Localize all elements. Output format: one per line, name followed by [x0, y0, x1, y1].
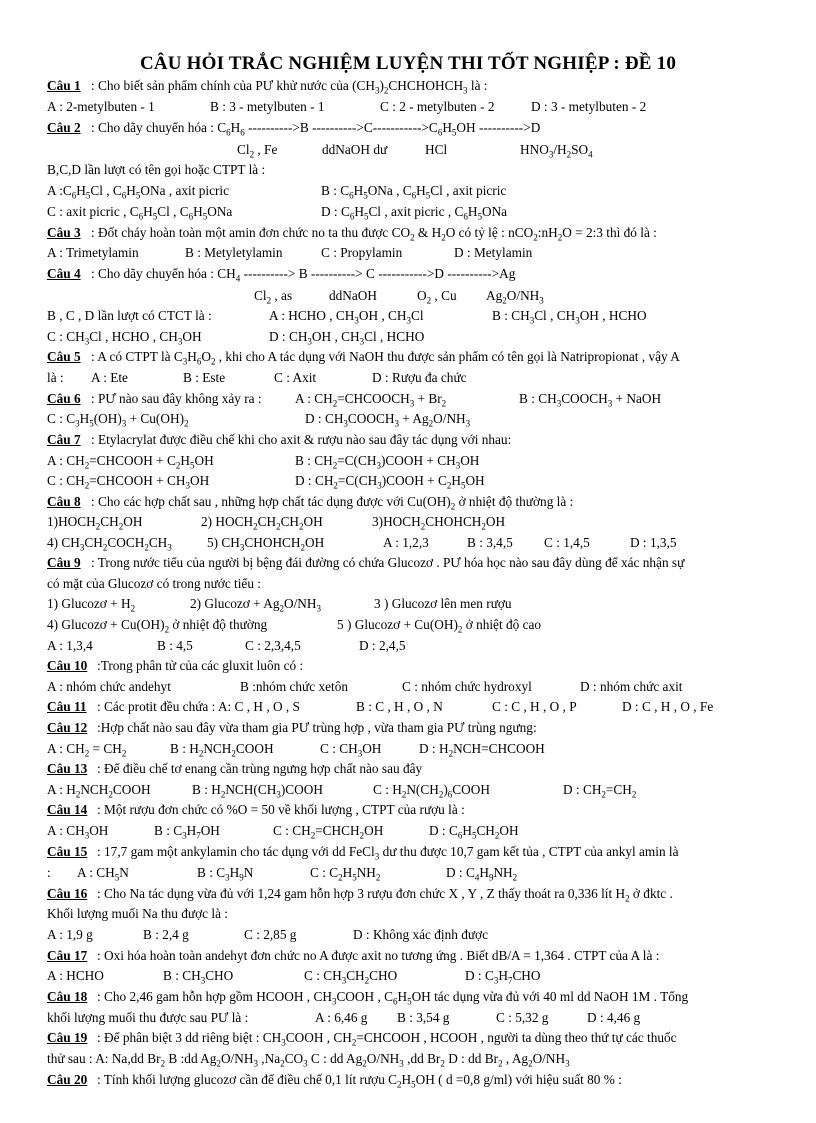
question-number: Câu 18 — [47, 989, 88, 1004]
line-text: A : $H_2NCH_2COOH$ — [47, 782, 151, 800]
question-number: Câu 12 — [47, 720, 88, 735]
question-number: Câu 14 — [47, 802, 88, 817]
line-text: : Etylacrylat được điều chế khi cho axit & rượu nào sau đây tác dụng với nhau: — [91, 432, 512, 447]
line-text: có mặt của Glucozơ có trong nước tiểu : — [47, 576, 262, 591]
line-text: D : nhóm chức axit — [580, 679, 683, 694]
line-text: C : $CH_2=CHCOOH + CH_3OH$ — [47, 473, 210, 491]
line-text: : — [47, 865, 51, 880]
question-number: Câu 8 — [47, 494, 81, 509]
line-text: C : axit picric , $C_6H_5Cl$ , $C_6H_5ONa$ — [47, 204, 233, 222]
line-text: C : 1,4,5 — [544, 535, 590, 550]
line-text: 5) $CH_3CHOHCH_2OH$ — [207, 535, 325, 553]
line-text: B : 2,4 g — [143, 927, 189, 942]
line-text: B : $C_3H_9N$ — [197, 865, 254, 883]
line-text: B , C , D lần lượt có CTCT là : — [47, 308, 212, 323]
question-number: Câu 11 — [47, 699, 87, 714]
line-text: C : $C_2H_5NH_2$ — [310, 865, 381, 883]
line-text: D : $CH_3COOCH_3 + Ag_2O/NH_3$ — [305, 411, 471, 429]
line-text: 4) Glucozơ + $Cu(OH)_2$ ở nhiệt độ thường — [47, 617, 268, 635]
line-text: : Một rượu đơn chức có %O = 50 về khối lượng , CTPT của rượu là : — [97, 802, 465, 817]
line-text: C : 5,32 g — [496, 1010, 549, 1025]
line-text: A : $CH_2=CHCOOH + C_2H_5OH$ — [47, 453, 214, 471]
line-text: $3)HOCH_2CHOHCH_2OH$ — [372, 514, 506, 532]
question-number: Câu 2 — [47, 120, 81, 135]
line-text: A : nhóm chức andehyt — [47, 679, 171, 694]
line-text: D : $C_6H_5CH_2OH$ — [429, 823, 519, 841]
line-text: D : C , H , O , Fe — [622, 699, 714, 714]
question-number: Câu 6 — [47, 391, 81, 406]
line-text: A : HCHO — [47, 968, 104, 983]
line-text: 2) $HOCH_2CH_2CH_2OH$ — [201, 514, 323, 532]
line-text: C : $CH_3CH_2CHO$ — [304, 968, 398, 986]
line-text: B :nhóm chức xetôn — [240, 679, 349, 694]
line-text: : A có CTPT là $C_3H_6O_2$ , khi cho A tác dụng với NaOH thu được sản phẩm có tên gọi là Natripropionat , vậy A — [91, 349, 680, 367]
line-text: A : Trimetylamin — [47, 245, 139, 260]
line-text: D : 4,46 g — [587, 1010, 641, 1025]
line-text: A : 6,46 g — [315, 1010, 368, 1025]
line-text: C : $CH_3Cl$ , HCHO , $CH_3OH$ — [47, 329, 202, 347]
line-text: B : $H_2NCH_2COOH$ — [170, 741, 274, 759]
question-number: Câu 7 — [47, 432, 81, 447]
line-text: : Cho biết sản phẩm chính của PƯ khử nước của $(CH_3)_2CHCHOHCH_3$ là : — [91, 78, 488, 96]
line-text: C : $H_2N(CH_2)_6COOH$ — [373, 782, 490, 800]
line-text: A : $CH_2=CHCOOCH_3 + Br_2$ — [295, 391, 447, 409]
line-text: C : C , H , O , P — [492, 699, 577, 714]
line-text: B : $C_3H_7OH$ — [154, 823, 220, 841]
line-text: D : $H_2NCH=CHCOOH$ — [419, 741, 545, 759]
line-text: D : Không xác định được — [353, 927, 488, 942]
line-text: thử sau : A: Na,dd $Br_2$ B :dd $Ag_2O/NH_3$ $,Na_2CO_3$ C : dd $Ag_2O/NH_3$ ,dd $Br_2$ D : dd $Br_2$ , $Ag_2O/NH_3$ — [47, 1051, 570, 1069]
line-text: 3 ) Glucozơ lên men rượu — [374, 596, 512, 611]
line-text: ddNaOH — [329, 288, 378, 303]
line-text: B : C , H , O , N — [356, 699, 443, 714]
line-text: A : $CH_5N$ — [77, 865, 129, 883]
line-text: D : $CH_3OH$ , $CH_3Cl$ , HCHO — [269, 329, 425, 347]
line-text: D : 2,4,5 — [359, 638, 406, 653]
question-number: Câu 16 — [47, 886, 88, 901]
line-text: :Trong phân tử của các gluxit luôn có : — [97, 658, 304, 673]
line-text: HCl — [425, 142, 448, 157]
line-text: B : $CH_3COOCH_3$ + NaOH — [519, 391, 662, 409]
line-text: C : $C_3H_5(OH)_3 + Cu(OH)_2$ — [47, 411, 189, 429]
line-text: D : $C_4H_9NH_2$ — [446, 865, 518, 883]
line-text: : Oxi hóa hoàn toàn andehyt đơn chức no A được axit no tương ứng . Biết dB/A = 1,364 . CTPT của A là : — [97, 948, 660, 963]
line-text: B : 3 - metylbuten - 1 — [210, 99, 325, 114]
line-text: A : 1,9 g — [47, 927, 93, 942]
line-text: :Hợp chất nào sau đây vừa tham gia PƯ trùng hợp , vừa tham gia PƯ trùng ngưng: — [97, 720, 537, 735]
line-text: D : 3 - metylbuten - 2 — [531, 99, 647, 114]
line-text: : 17,7 gam một ankylamin cho tác dụng với dd FeCl$_3$ dư thu được 10,7 gam kết tủa , CTPT của ankyl amin là — [97, 844, 679, 862]
line-text: C : Axit — [274, 370, 317, 385]
line-text: A : 1,2,3 — [383, 535, 429, 550]
line-text: $Ag_2O/NH_3$ — [486, 288, 544, 306]
line-text: B : Este — [183, 370, 226, 385]
line-text: C : 2,85 g — [244, 927, 297, 942]
question-number: Câu 15 — [47, 844, 88, 859]
line-text: B : 3,54 g — [397, 1010, 450, 1025]
line-text: : Cho Na tác dụng vừa đủ với 1,24 gam hỗn hợp 3 rượu đơn chức X , Y , Z thấy thoát ra 0,336 lít $H_2$ ở đktc . — [97, 886, 673, 904]
line-text: D : $CH_2=C(CH_3)COOH + C_2H_5OH$ — [295, 473, 485, 491]
line-text: : Để phân biệt 3 dd riêng biệt : $CH_3COOH$ , $CH_2=CHCOOH$ , HCOOH , người ta dùng theo thứ tự các thuốc — [97, 1030, 677, 1048]
line-text: : Đốt cháy hoàn toàn một amin đơn chức no ta thu được $CO_2$ & $H_2O$ có tỷ lệ : $nCO_2:nH_2O$ = 2:3 thì đó là : — [91, 225, 657, 243]
line-text: $Cl_2$ , Fe — [237, 142, 278, 160]
question-number: Câu 9 — [47, 555, 81, 570]
line-text: D : Metylamin — [454, 245, 533, 260]
line-text: khối lượng muối thu được sau PƯ là : — [47, 1010, 249, 1025]
line-text: A $:C_6H_5Cl$ , $C_6H_5ONa$ , axit picric — [47, 183, 230, 201]
line-text: C : nhóm chức hydroxyl — [402, 679, 532, 694]
line-text: $Cl_2$ , as — [254, 288, 293, 306]
line-text: C : 2,3,4,5 — [245, 638, 301, 653]
line-text: D : $C_6H_5Cl$ , axit picric , $C_6H_5ONa$ — [321, 204, 508, 222]
question-number: Câu 17 — [47, 948, 88, 963]
line-text: A : Ete — [91, 370, 128, 385]
line-text: C : 2 - metylbuten - 2 — [380, 99, 495, 114]
line-text: : Cho dãy chuyển hóa : $C_6H_6$ ---------->B $---------->C----------->C_6H_5OH$ ---------->D — [91, 120, 541, 138]
line-text: B : $CH_3Cl$ , $CH_3OH$ , HCHO — [492, 308, 647, 326]
question-number: Câu 10 — [47, 658, 88, 673]
question-number: Câu 5 — [47, 349, 81, 364]
line-text: : Cho các hợp chất sau , những hợp chất tác dụng được với $Cu(OH)_2$ ở nhiệt độ thường là : — [91, 494, 574, 512]
line-text: là : — [47, 370, 64, 385]
line-text: A : 2-metylbuten - 1 — [47, 99, 155, 114]
line-text: 1) Glucozơ + $H_2$ — [47, 596, 136, 614]
line-text: D : Rượu đa chức — [372, 370, 467, 385]
line-text: B : $C_6H_5ONa$ , $C_6H_5Cl$ , axit picric — [321, 183, 507, 201]
line-text: Khối lượng muối Na thu được là : — [47, 906, 229, 921]
line-text: $O_2$ , Cu — [417, 288, 457, 306]
line-text: : Tính khối lượng glucozơ cần để điều chế 0,1 lít rượu $C_2H_5OH$ ( d =0,8 g/ml) với hiệu suất 80 % : — [97, 1072, 622, 1090]
line-text: ddNaOH dư — [322, 142, 388, 157]
line-text: B : $CH_2=C(CH_3)COOH + CH_3OH$ — [295, 453, 480, 471]
line-text: B : Metyletylamin — [185, 245, 283, 260]
question-number: Câu 4 — [47, 266, 81, 281]
line-text: D : $C_3H_7CHO$ — [465, 968, 541, 986]
line-text: $1)HOCH_2CH_2OH$ — [47, 514, 143, 532]
line-text: 2) Glucozơ + $Ag_2O/NH_3$ — [190, 596, 322, 614]
page-title: CÂU HỎI TRẮC NGHIỆM LUYỆN THI TỐT NGHIỆP : ĐỀ 10 — [139, 53, 677, 74]
line-text: A : HCHO , $CH_3OH$ , $CH_3Cl$ — [269, 308, 424, 326]
question-number: Câu 1 — [47, 78, 81, 93]
line-text: B : 4,5 — [157, 638, 193, 653]
line-text: C : $CH_3OH$ — [320, 741, 382, 759]
line-text: B : 3,4,5 — [467, 535, 513, 550]
line-text: : Để điều chế tơ enang cần trùng ngưng hợp chất nào sau đây — [97, 761, 423, 776]
line-text: : PƯ nào sau đây không xảy ra : — [91, 391, 262, 406]
line-text: : Cho 2,46 gam hỗn hợp gồm HCOOH , $CH_3COOH$ , $C_6H_5OH$ tác dụng vừa đủ với 40 ml dd NaOH 1M . Tổng — [97, 989, 689, 1007]
line-text: : Cho dãy chuyển hóa : $CH_4$ ----------> B ----------> C ----------->D ---------->Ag — [91, 266, 516, 284]
line-text: C : Propylamin — [321, 245, 403, 260]
question-number: Câu 13 — [47, 761, 88, 776]
line-text: 4) $CH_3CH_2COCH_2CH_3$ — [47, 535, 172, 553]
line-text: $HNO_3/H_2SO_4$ — [520, 142, 593, 160]
line-text: B : $H_2NCH(CH_3)COOH$ — [192, 782, 323, 800]
line-text: A : $CH_2 = CH_2$ — [47, 741, 127, 759]
question-number: Câu 3 — [47, 225, 81, 240]
line-text: D : $CH_2=CH_2$ — [563, 782, 637, 800]
line-text: : Trong nước tiểu của người bị bệng đái đường có chứa Glucozơ . PƯ hóa học nào sau đây dùng để xác nhận sự — [91, 555, 685, 570]
line-text: C : $CH_2=CHCH_2OH$ — [273, 823, 384, 841]
line-text: 5 ) Glucozơ + $Cu(OH)_2$ ở nhiệt độ cao — [337, 617, 542, 635]
line-text: A : $CH_3OH$ — [47, 823, 109, 841]
question-number: Câu 20 — [47, 1072, 88, 1087]
line-text: : Các protit đều chứa : A: C , H , O , S — [97, 699, 300, 714]
line-text: B,C,D lần lượt có tên gọi hoặc CTPT là : — [47, 162, 266, 177]
line-text: A : 1,3,4 — [47, 638, 93, 653]
line-text: B : $CH_3CHO$ — [163, 968, 234, 986]
question-number: Câu 19 — [47, 1030, 88, 1045]
line-text: D : 1,3,5 — [630, 535, 677, 550]
